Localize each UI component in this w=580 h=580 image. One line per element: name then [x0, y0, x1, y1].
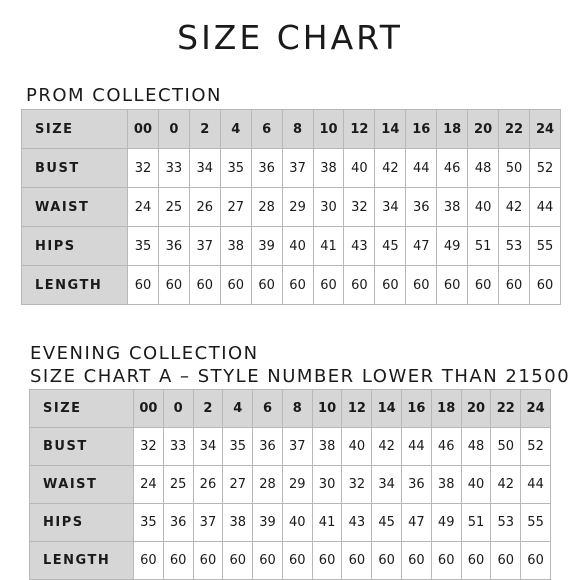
measurement-cell: 47 — [402, 504, 432, 542]
measurement-cell: 60 — [375, 266, 406, 305]
measurement-cell: 44 — [402, 428, 432, 466]
measurement-cell: 50 — [491, 428, 521, 466]
measurement-row — [22, 266, 561, 305]
row-label: HIPS — [30, 504, 134, 542]
measurement-cell: 43 — [344, 227, 375, 266]
measurement-cell: 33 — [163, 428, 193, 466]
measurement-cell: 38 — [431, 466, 461, 504]
size-header-cell: 2 — [193, 390, 223, 428]
size-header-cell: 0 — [163, 390, 193, 428]
measurement-cell: 30 — [313, 188, 344, 227]
size-header-cell: 4 — [223, 390, 253, 428]
measurement-cell: 24 — [128, 188, 159, 227]
measurement-cell: 40 — [344, 149, 375, 188]
measurement-cell: 60 — [313, 266, 344, 305]
measurement-cell: 60 — [189, 266, 220, 305]
measurement-cell: 60 — [128, 266, 159, 305]
measurement-cell: 37 — [193, 504, 223, 542]
measurement-cell: 40 — [282, 227, 313, 266]
measurement-cell: 51 — [468, 227, 499, 266]
page-title: SIZE CHART — [177, 18, 403, 57]
measurement-cell: 60 — [223, 542, 253, 580]
size-header-cell: 0 — [158, 110, 189, 149]
measurement-cell: 52 — [521, 428, 551, 466]
measurement-cell: 45 — [375, 227, 406, 266]
measurement-cell: 40 — [282, 504, 312, 542]
measurement-cell: 37 — [282, 428, 312, 466]
measurement-cell: 40 — [461, 466, 491, 504]
size-header-cell: 12 — [342, 390, 372, 428]
size-header-cell: 14 — [375, 110, 406, 149]
size-header-cell: 18 — [437, 110, 468, 149]
size-header-cell: 16 — [406, 110, 437, 149]
measurement-cell: 60 — [282, 266, 313, 305]
measurement-cell: 29 — [282, 466, 312, 504]
size-chart-a-subheading: SIZE CHART A – STYLE NUMBER LOWER THAN 21500 — [30, 366, 571, 387]
measurement-cell: 36 — [253, 428, 283, 466]
measurement-cell: 47 — [406, 227, 437, 266]
measurement-cell: 26 — [189, 188, 220, 227]
measurement-cell: 60 — [220, 266, 251, 305]
measurement-cell: 60 — [134, 542, 164, 580]
size-header-cell: 6 — [253, 390, 283, 428]
measurement-cell: 40 — [342, 428, 372, 466]
measurement-cell: 48 — [468, 149, 499, 188]
size-header-cell: 8 — [282, 110, 313, 149]
measurement-cell: 35 — [134, 504, 164, 542]
row-label: HIPS — [22, 227, 128, 266]
measurement-cell: 60 — [344, 266, 375, 305]
measurement-cell: 25 — [163, 466, 193, 504]
row-label: WAIST — [22, 188, 128, 227]
measurement-cell: 34 — [193, 428, 223, 466]
measurement-row — [30, 542, 551, 580]
size-header-cell: 16 — [402, 390, 432, 428]
measurement-cell: 60 — [499, 266, 530, 305]
size-header-cell: 10 — [313, 110, 344, 149]
size-header-cell: 14 — [372, 390, 402, 428]
header-row — [30, 390, 551, 428]
measurement-cell: 40 — [468, 188, 499, 227]
measurement-cell: 33 — [158, 149, 189, 188]
measurement-cell: 60 — [282, 542, 312, 580]
measurement-cell: 38 — [312, 428, 342, 466]
size-header-cell: 00 — [134, 390, 164, 428]
measurement-cell: 60 — [437, 266, 468, 305]
measurement-cell: 49 — [431, 504, 461, 542]
measurement-cell: 60 — [163, 542, 193, 580]
measurement-cell: 32 — [134, 428, 164, 466]
measurement-cell: 60 — [312, 542, 342, 580]
measurement-cell: 60 — [251, 266, 282, 305]
measurement-cell: 52 — [529, 149, 560, 188]
measurement-cell: 41 — [313, 227, 344, 266]
measurement-row — [30, 428, 551, 466]
measurement-row — [22, 188, 561, 227]
measurement-cell: 28 — [251, 188, 282, 227]
measurement-cell: 41 — [312, 504, 342, 542]
size-header-cell: 2 — [189, 110, 220, 149]
measurement-cell: 35 — [128, 227, 159, 266]
measurement-cell: 38 — [313, 149, 344, 188]
measurement-cell: 38 — [220, 227, 251, 266]
evening-size-table — [29, 389, 551, 580]
measurement-cell: 43 — [342, 504, 372, 542]
measurement-cell: 60 — [521, 542, 551, 580]
measurement-cell: 48 — [461, 428, 491, 466]
measurement-cell: 32 — [128, 149, 159, 188]
measurement-cell: 44 — [406, 149, 437, 188]
measurement-cell: 42 — [499, 188, 530, 227]
measurement-cell: 60 — [468, 266, 499, 305]
measurement-cell: 28 — [253, 466, 283, 504]
prom-size-table — [21, 109, 561, 305]
measurement-cell: 30 — [312, 466, 342, 504]
measurement-row — [30, 504, 551, 542]
measurement-cell: 60 — [529, 266, 560, 305]
measurement-cell: 44 — [521, 466, 551, 504]
measurement-cell: 60 — [158, 266, 189, 305]
measurement-cell: 35 — [223, 428, 253, 466]
measurement-row — [30, 466, 551, 504]
measurement-cell: 60 — [193, 542, 223, 580]
measurement-cell: 60 — [253, 542, 283, 580]
size-header-cell: 00 — [128, 110, 159, 149]
measurement-row — [22, 149, 561, 188]
size-header-cell: 20 — [461, 390, 491, 428]
measurement-cell: 32 — [344, 188, 375, 227]
size-header-cell: 10 — [312, 390, 342, 428]
measurement-cell: 39 — [253, 504, 283, 542]
measurement-cell: 37 — [282, 149, 313, 188]
measurement-cell: 60 — [342, 542, 372, 580]
measurement-cell: 36 — [406, 188, 437, 227]
row-label: LENGTH — [22, 266, 128, 305]
size-header-cell: 4 — [220, 110, 251, 149]
measurement-cell: 42 — [491, 466, 521, 504]
measurement-cell: 42 — [375, 149, 406, 188]
measurement-cell: 36 — [163, 504, 193, 542]
size-header-cell: 22 — [491, 390, 521, 428]
measurement-cell: 51 — [461, 504, 491, 542]
measurement-cell: 53 — [491, 504, 521, 542]
measurement-cell: 34 — [372, 466, 402, 504]
measurement-cell: 25 — [158, 188, 189, 227]
measurement-cell: 34 — [375, 188, 406, 227]
measurement-cell: 37 — [189, 227, 220, 266]
measurement-cell: 36 — [251, 149, 282, 188]
measurement-cell: 53 — [499, 227, 530, 266]
measurement-cell: 36 — [158, 227, 189, 266]
size-header-cell: 12 — [344, 110, 375, 149]
size-header-cell: 6 — [251, 110, 282, 149]
row-label: BUST — [30, 428, 134, 466]
measurement-cell: 46 — [437, 149, 468, 188]
size-header-cell: 22 — [499, 110, 530, 149]
measurement-cell: 27 — [223, 466, 253, 504]
size-header-cell: 8 — [282, 390, 312, 428]
measurement-cell: 60 — [372, 542, 402, 580]
measurement-cell: 38 — [437, 188, 468, 227]
evening-collection-heading: EVENING COLLECTION — [30, 343, 259, 364]
measurement-cell: 32 — [342, 466, 372, 504]
measurement-cell: 39 — [251, 227, 282, 266]
size-header-cell: 20 — [468, 110, 499, 149]
row-label: WAIST — [30, 466, 134, 504]
measurement-cell: 45 — [372, 504, 402, 542]
measurement-cell: 49 — [437, 227, 468, 266]
measurement-cell: 60 — [402, 542, 432, 580]
measurement-cell: 44 — [529, 188, 560, 227]
measurement-cell: 42 — [372, 428, 402, 466]
measurement-cell: 55 — [529, 227, 560, 266]
measurement-cell: 35 — [220, 149, 251, 188]
size-header-cell: 18 — [431, 390, 461, 428]
measurement-cell: 60 — [491, 542, 521, 580]
measurement-row — [22, 227, 561, 266]
measurement-cell: 60 — [406, 266, 437, 305]
measurement-cell: 60 — [431, 542, 461, 580]
measurement-cell: 36 — [402, 466, 432, 504]
measurement-cell: 60 — [461, 542, 491, 580]
row-label: BUST — [22, 149, 128, 188]
header-row — [22, 110, 561, 149]
size-column-header: SIZE — [30, 390, 134, 428]
measurement-cell: 55 — [521, 504, 551, 542]
measurement-cell: 26 — [193, 466, 223, 504]
measurement-cell: 46 — [431, 428, 461, 466]
size-header-cell: 24 — [529, 110, 560, 149]
measurement-cell: 27 — [220, 188, 251, 227]
measurement-cell: 50 — [499, 149, 530, 188]
measurement-cell: 34 — [189, 149, 220, 188]
size-header-cell: 24 — [521, 390, 551, 428]
prom-collection-heading: PROM COLLECTION — [26, 85, 222, 106]
row-label: LENGTH — [30, 542, 134, 580]
measurement-cell: 24 — [134, 466, 164, 504]
measurement-cell: 29 — [282, 188, 313, 227]
measurement-cell: 38 — [223, 504, 253, 542]
size-column-header: SIZE — [22, 110, 128, 149]
